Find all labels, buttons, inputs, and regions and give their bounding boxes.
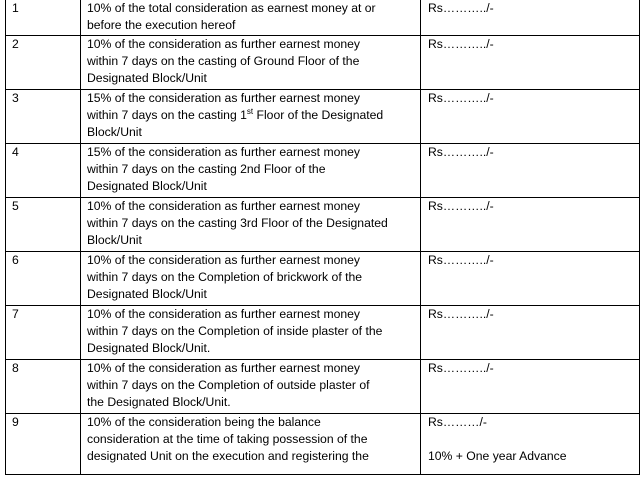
installment-description [81,306,421,360]
payment-schedule-table [5,0,640,475]
installment-number: 9 [6,414,81,475]
installment-description [81,360,421,414]
installment-amount: Rs………../- [421,198,640,252]
installment-amount: Rs………../- [421,144,640,198]
installment-amount: Rs………../- [421,252,640,306]
installment-amount: Rs………../- [421,0,640,36]
description-line: Designated Block/Unit [87,179,207,193]
table-row [6,0,640,36]
installment-number: 6 [6,252,81,306]
table-row [6,90,640,144]
table-row [6,252,640,306]
description-line: within 7 days on the casting 3rd Floor of the Designated [87,216,388,230]
description-line: 10% of the consideration as further earnest money [87,307,361,321]
installment-amount: Rs………../- [421,306,640,360]
description-line: before the execution hereof [87,18,236,32]
installment-description [81,414,421,475]
description-line: Designated Block/Unit [87,287,207,301]
amount-note: 10% + One year Advance [428,449,567,463]
description-fragment: Floor of the Designated [256,108,384,122]
description-line: 10% of the consideration as further earnest money [87,37,361,51]
table-row [6,36,640,90]
description-line: within 7 days on the Completion of inside plaster of the [87,324,383,338]
description-line: Designated Block/Unit. [87,341,211,355]
installment-number: 1 [6,0,81,36]
description-line: Block/Unit [87,125,142,139]
description-line: within 7 days on the Completion of outside plaster of [87,378,370,392]
installment-description [81,90,421,144]
installment-description [81,0,421,36]
table-row [6,360,640,414]
installment-number: 4 [6,144,81,198]
amount-value: Rs………/- [428,415,487,429]
installment-description [81,252,421,306]
installment-number: 7 [6,306,81,360]
description-line [87,107,420,124]
amount-spacer [428,431,639,448]
installment-amount: Rs………../- [421,360,640,414]
installment-amount: Rs………../- [421,36,640,90]
installment-description [81,36,421,90]
description-line: 10% of the consideration as further earnest money [87,361,361,375]
description-fragment: within 7 days on the casting 1 [87,108,247,122]
installment-description [81,144,421,198]
table-row [6,414,640,475]
description-line: Designated Block/Unit [87,71,207,85]
description-line: within 7 days on the casting 2nd Floor of the [87,162,326,176]
description-line: 10% of the consideration being the balance [87,415,321,429]
description-line: within 7 days on the casting of Ground Floor of the [87,54,360,68]
description-line: Block/Unit [87,233,142,247]
description-line: 10% of the consideration as further earnest money [87,199,361,213]
description-line: 10% of the total consideration as earnest money at or [87,1,376,15]
description-line: 15% of the consideration as further earnest money [87,91,361,105]
description-line: the Designated Block/Unit. [87,395,231,409]
description-line: within 7 days on the Completion of brickwork of the [87,270,363,284]
installment-number: 8 [6,360,81,414]
installment-number: 2 [6,36,81,90]
installment-number: 5 [6,198,81,252]
installment-amount [421,414,640,475]
table-row [6,306,640,360]
description-line: 15% of the consideration as further earnest money [87,145,361,159]
installment-number: 3 [6,90,81,144]
installment-amount: Rs………../- [421,90,640,144]
description-line: consideration at the time of taking possession of the [87,432,368,446]
description-line: designated Unit on the execution and registering the [87,449,369,463]
table-row [6,144,640,198]
description-line: 10% of the consideration as further earnest money [87,253,361,267]
ordinal-suffix: st [246,106,254,116]
installment-description [81,198,421,252]
table-row [6,198,640,252]
